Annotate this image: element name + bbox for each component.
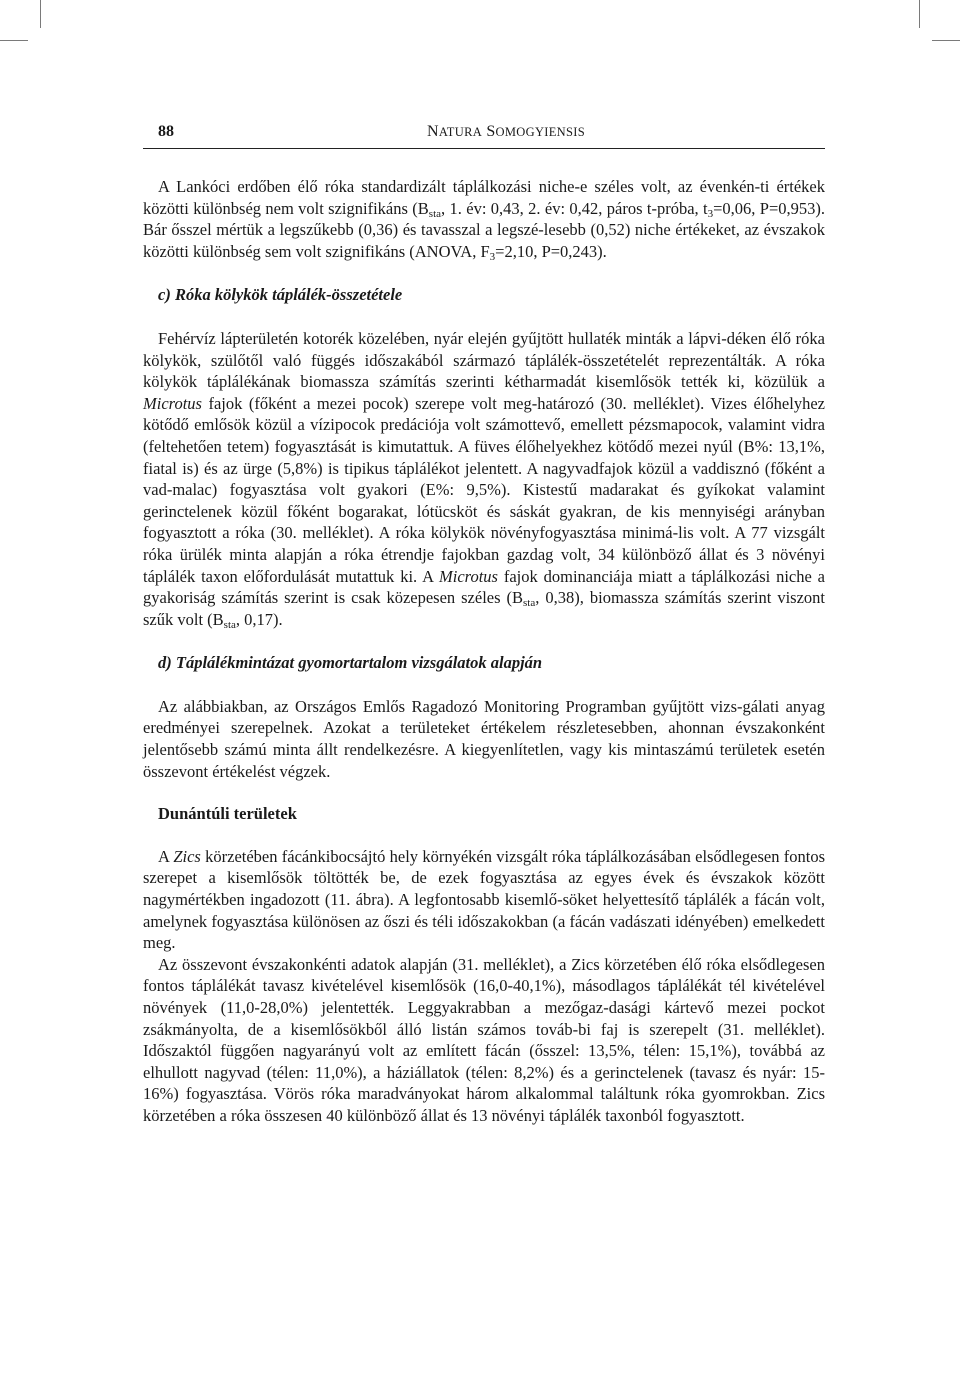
running-title-smallcaps: ATURA xyxy=(438,125,483,139)
running-title-initial: S xyxy=(486,123,496,140)
crop-mark xyxy=(40,0,41,28)
paragraph-zics: A Zics körzetében fácánkibocsájtó hely környékén vizsgált róka táplálkozásában elsődlegesen fontos szerepet a kisemlősök töltötték be, de ezek fogyasztása az egyes évek és évszakok között nagymértékben ingadozott (11. ábra). A legfontosabb kisemlő-söket helyettesítő táplálék a fácán volt, amelynek fogyasztása különösen az őszi és téli időszakokban (a fácán vadászati idényében) emelkedett meg. xyxy=(143,846,825,953)
crop-mark xyxy=(0,40,28,41)
running-title-initial: N xyxy=(427,123,439,140)
header-rule xyxy=(143,148,825,149)
crop-mark xyxy=(932,40,960,41)
running-title-smallcaps: OMOGYIENSIS xyxy=(495,125,585,139)
page-number: 88 xyxy=(158,123,174,140)
paragraph-lankoc: A Lankóci erdőben élő róka standardizált táplálkozási niche-e széles volt, az évenkén-ti értékek közötti különbség nem volt szignifikáns ($B_{sta}$, 1. év: 0,43, 2. év: 0,42, páros t-próba, $t_3=0,06$, P=0,953). Bár ősszel mértük a legszűkebb (0,36) és tavasszal a legszé-lesebb (0,52) niche értékeket, az évszakok közötti különbség sem volt szignifikáns (ANOVA, $F_3=2,10$, P=0,243). xyxy=(143,177,825,263)
section-heading-c: c) Róka kölykök táplálék-összetétele xyxy=(158,285,403,305)
paragraph-monitoring: Az alábbiakban, az Országos Emlős Ragadozó Monitoring Programban gyűjtött vizs-gálati anyag eredményei szerepelnek. Azokat a területeket értékelem részletesebben, ahonnan évszakonként jelentősebb számú minta állt rendelkezésre. A kiegyenlítetlen, vagy kis mintaszámú területek esetén összevont értékelést végzek. xyxy=(143,696,825,781)
article-body xyxy=(143,176,825,1127)
paragraph-zics-seasonal: Az összevont évszakonkénti adatok alapján (31. melléklet), a Zics körzetében élő róka elsődlegesen fontos táplálékát tavasz kivételével kisemlősök (16,0-40,1%), másodlagos táplálékát tél kivételével növények (11,0-28,0%) jelentették. Leggyakrabban a mezőgaz-dasági kártevő mezei pockot zsákmányolta, de a kisemlősökből álló listán számos továb-bi faj is szerepelt (31. melléklet). Időszaktól függően nagyarányú volt az említett fácán (ősszel: 13,5%, télen: 15,1%), továbbá az elhullott nagyvad (télen: 11,0%), a háziállatok (télen: 8,2%) és a gerinctelenek (tavasz és nyár: 15-16%) fogyasztása. Vörös róka maradványokat három alkalommal találtunk róka gyomrokban. Zics körzetében a róka összesen 40 különböző állat és 13 növényi táplálék taxonból fogyasztott. xyxy=(143,954,825,1125)
section-heading-d: d) Táplálékmintázat gyomortartalom vizsgálatok alapján xyxy=(158,653,543,673)
crop-mark xyxy=(919,0,920,28)
subsection-heading-transdanubia: Dunántúli területek xyxy=(158,804,297,824)
running-title xyxy=(427,121,585,143)
page-header xyxy=(143,121,825,151)
paragraph-cubs: Fehérvíz lápterületén kotorék közelében, nyár elején gyűjtött hullaték minták a lápvi-déken élő róka kölykök, szülőtől való függés időszakából származó táplálék-összetételét reprezentálták. A róka kölykök táplálékának biomassza számítás szerinti kétharmadát kisemlősök tették ki, közülük a Microtus fajok (főként a mezei pocok) szerepe volt meg-határozó (30. melléklet). Vizes élőhelyhez kötődő emlősök közül a vízipocok predációja volt számottevő, emellett pézsmapocok, valamint vidra (feltehetően tetem) fogyasztását is kimutattuk. A füves élőhelyekhez kötődő mezei nyúl (B%: 13,1%, fiatal is) és az ürge (5,8%) is tipikus táplálékot jelentett. A nagyvadfajok közül a vaddisznó (főként a vad-malac) fogyasztása volt gyakori (E%: 9,5%). Kistestű madarakat és gyíkokat valamint gerinctelenek közül főként bogarakat, lótücsköt és sáskát gyakran, de kis mennyiségi arányban fogyasztott a róka (30. melléklet). A róka kölykök növényfogyasztása minimá-lis volt. A 77 vizsgált róka ürülék minta alapján a róka étrendje fajokban gazdag volt, 34 különböző állat és 3 növényi táplálék taxon előfordulását mutattuk ki. A Microtus fajok dominanciája miatt a táplálkozási niche a gyakoriság számítás szerint is csak közepesen széles ($B_{sta}$, 0,38), biomassza számítás szerint viszont szűk volt ($B_{sta}$, 0,17). xyxy=(143,328,826,631)
